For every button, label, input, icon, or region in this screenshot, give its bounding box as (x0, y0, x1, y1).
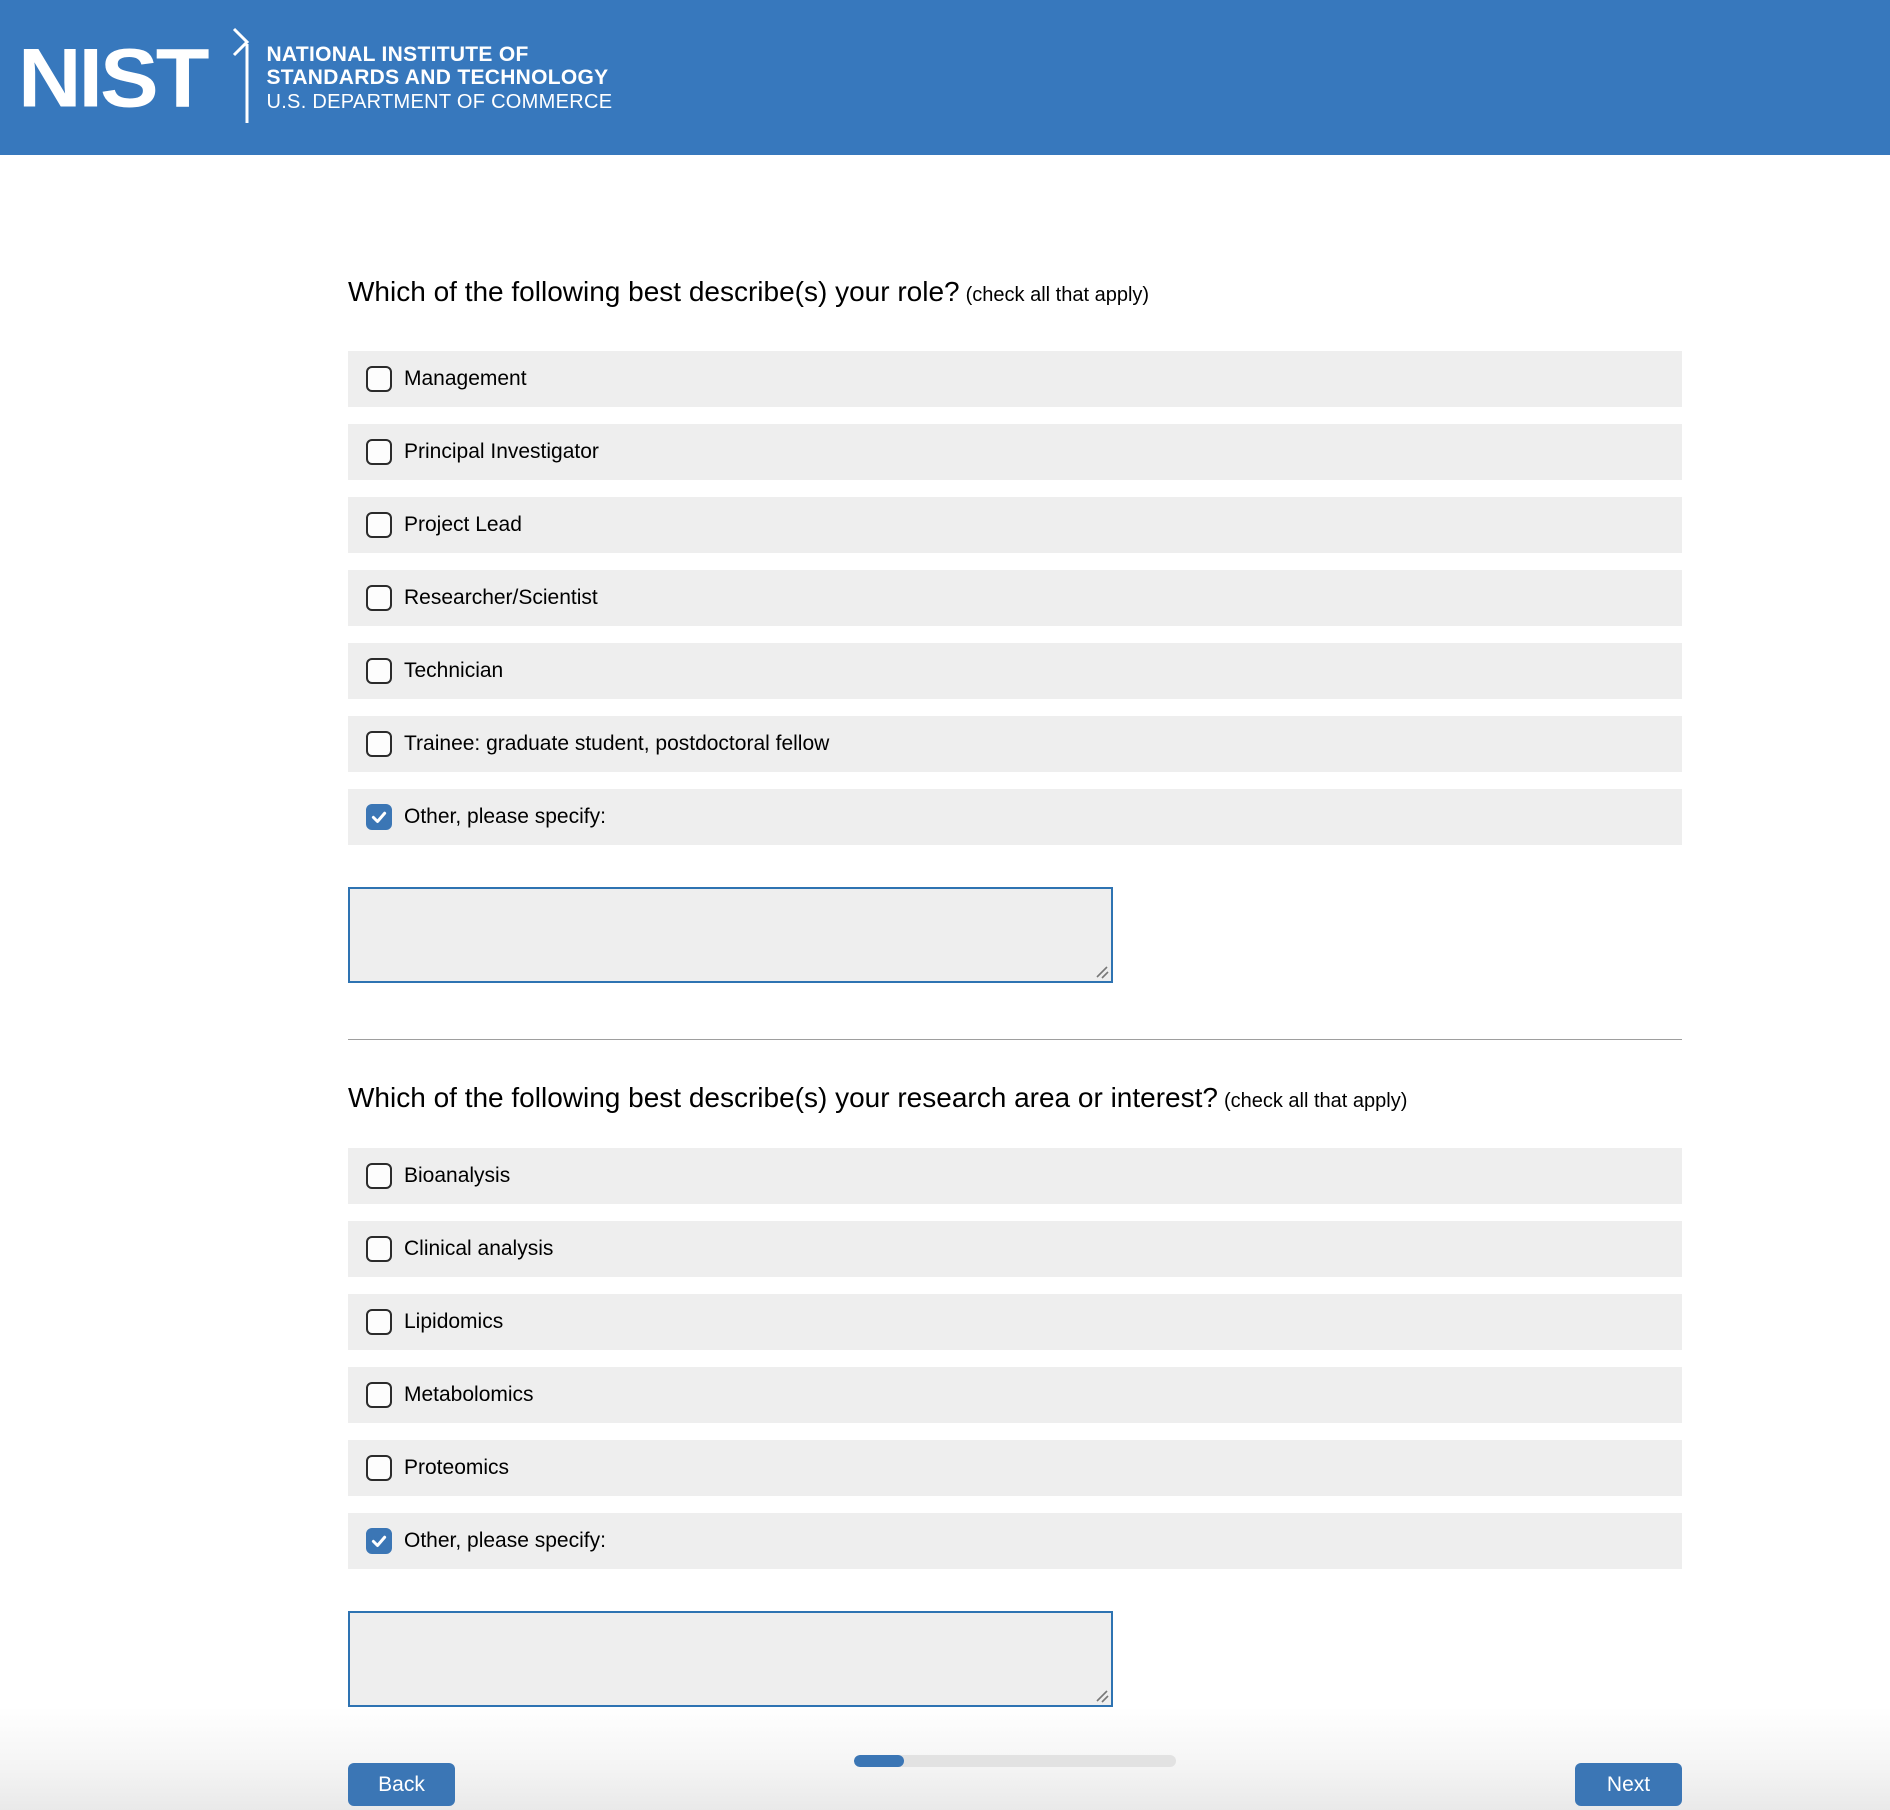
option-label: Trainee: graduate student, postdoctoral fellow (404, 732, 830, 755)
check-icon (370, 1532, 388, 1550)
checkbox[interactable] (366, 804, 392, 830)
option-label: Other, please specify: (404, 1529, 606, 1552)
section-divider (348, 1039, 1682, 1040)
question-research-heading (348, 1079, 1682, 1118)
option-technician[interactable] (348, 643, 1682, 699)
survey-footer (0, 1707, 1890, 1810)
option-label: Researcher/Scientist (404, 586, 598, 609)
header (0, 0, 1890, 155)
checkbox[interactable] (366, 731, 392, 757)
nist-logo (18, 31, 612, 125)
option-metabolomics[interactable] (348, 1367, 1682, 1423)
question-role-heading (348, 273, 1682, 312)
option-other-role[interactable] (348, 789, 1682, 845)
checkbox[interactable] (366, 1236, 392, 1262)
check-icon (370, 808, 388, 826)
checkbox[interactable] (366, 512, 392, 538)
option-label: Project Lead (404, 513, 522, 536)
option-management[interactable] (348, 351, 1682, 407)
checkbox[interactable] (366, 658, 392, 684)
other-role-textarea-wrap (348, 887, 1113, 983)
research-options-list (348, 1148, 1682, 1569)
question-title: Which of the following best describe(s) your research area or interest? (348, 1082, 1218, 1113)
checkbox[interactable] (366, 1382, 392, 1408)
option-other-research[interactable] (348, 1513, 1682, 1569)
option-label: Bioanalysis (404, 1164, 511, 1187)
role-options-list (348, 351, 1682, 845)
checkbox[interactable] (366, 1528, 392, 1554)
option-bioanalysis[interactable] (348, 1148, 1682, 1204)
option-label: Proteomics (404, 1456, 510, 1479)
checkbox[interactable] (366, 366, 392, 392)
option-label: Principal Investigator (404, 440, 599, 463)
org-line-1: NATIONAL INSTITUTE OF (266, 43, 529, 66)
option-project-lead[interactable] (348, 497, 1682, 553)
option-label: Metabolomics (404, 1383, 534, 1406)
checkbox[interactable] (366, 1309, 392, 1335)
question-title: Which of the following best describe(s) your role? (348, 276, 960, 307)
option-label: Lipidomics (404, 1310, 504, 1333)
org-line-3: U.S. DEPARTMENT OF COMMERCE (266, 91, 613, 113)
survey-body (0, 155, 1890, 1707)
option-principal-investigator[interactable] (348, 424, 1682, 480)
option-lipidomics[interactable] (348, 1294, 1682, 1350)
question-role (348, 273, 1682, 983)
org-name-block (266, 41, 612, 114)
option-trainee[interactable] (348, 716, 1682, 772)
next-button[interactable]: Next (1575, 1763, 1682, 1806)
question-hint: (check all that apply) (965, 284, 1150, 306)
option-label: Technician (404, 659, 504, 682)
option-label: Clinical analysis (404, 1237, 554, 1260)
option-researcher-scientist[interactable] (348, 570, 1682, 626)
question-research-area (348, 1079, 1682, 1707)
option-label: Management (404, 367, 527, 390)
option-clinical-analysis[interactable] (348, 1221, 1682, 1277)
question-hint: (check all that apply) (1223, 1090, 1408, 1112)
logo-separator-icon (230, 25, 252, 125)
checkbox[interactable] (366, 439, 392, 465)
other-research-input[interactable] (348, 1611, 1113, 1707)
progress-bar-fill (854, 1755, 904, 1767)
checkbox[interactable] (366, 1455, 392, 1481)
option-label: Other, please specify: (404, 805, 606, 828)
org-line-2: STANDARDS AND TECHNOLOGY (266, 66, 609, 89)
checkbox[interactable] (366, 585, 392, 611)
nist-logo-wordmark: NIST (18, 30, 207, 125)
other-role-input[interactable] (348, 887, 1113, 983)
progress-bar (854, 1755, 1176, 1767)
other-research-textarea-wrap (348, 1611, 1113, 1707)
option-proteomics[interactable] (348, 1440, 1682, 1496)
checkbox[interactable] (366, 1163, 392, 1189)
back-button[interactable]: Back (348, 1763, 455, 1806)
